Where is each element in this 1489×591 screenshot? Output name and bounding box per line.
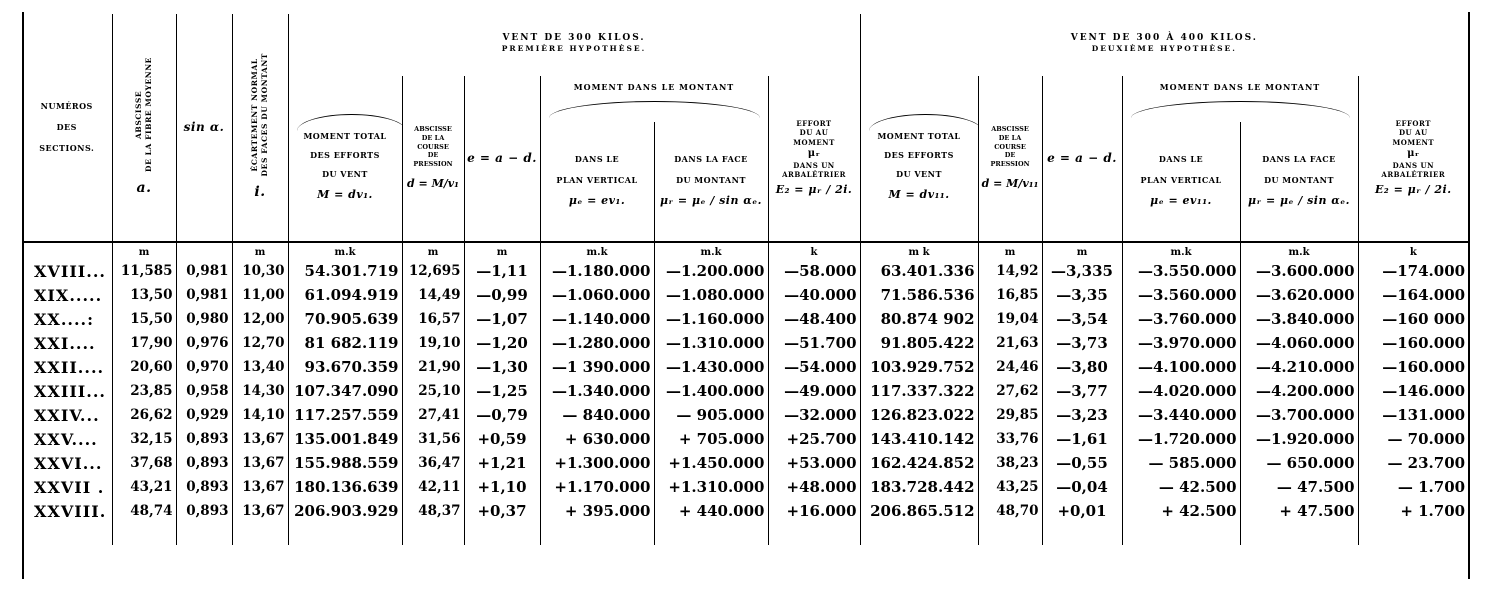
table-row [22, 451, 1468, 475]
value-cell: 71.586.536 [860, 283, 978, 307]
value-cell: +48.000 [768, 475, 860, 499]
value-cell: 162.424.852 [860, 451, 978, 475]
value-cell: 37,68 [112, 451, 176, 475]
col-header-moment-montant-1: MOMENT DANS LE MONTANT [540, 76, 768, 122]
group-header-second-hypothesis: VENT DE 300 À 400 KILOS. DEUXIÈME HYPOTHÈSE. [860, 14, 1468, 76]
value-cell: —40.000 [768, 283, 860, 307]
value-cell: 0,958 [176, 379, 232, 403]
wind-moment-table [22, 14, 1468, 545]
value-cell: —1,07 [464, 307, 540, 331]
value-cell: —131.000 [1358, 403, 1468, 427]
empty-cell [232, 523, 288, 545]
value-cell: — 70.000 [1358, 427, 1468, 451]
value-cell: 27,41 [402, 403, 464, 427]
value-cell: 12,70 [232, 331, 288, 355]
empty-cell [1042, 523, 1122, 545]
value-cell: 13,67 [232, 499, 288, 523]
table-row [22, 307, 1468, 331]
value-cell: +16.000 [768, 499, 860, 523]
value-cell: —1.200.000 [654, 259, 768, 283]
value-cell: 0,981 [176, 259, 232, 283]
value-cell: 54.301.719 [288, 259, 402, 283]
empty-cell [288, 523, 402, 545]
col-header-abscisse-course-1: ABSCISSE DE LA COURSE DE PRESSION d = M/v₁ [402, 76, 464, 242]
empty-cell [464, 523, 540, 545]
value-cell: 91.805.422 [860, 331, 978, 355]
value-cell: 20,60 [112, 355, 176, 379]
col-header-sin: sin α. [176, 14, 232, 242]
table-row [22, 379, 1468, 403]
value-cell: +1.450.000 [654, 451, 768, 475]
value-cell: 107.347.090 [288, 379, 402, 403]
value-cell: 23,85 [112, 379, 176, 403]
table-bottom-gap [22, 523, 1468, 545]
section-cell: XIX..... [34, 285, 103, 305]
value-cell: —146.000 [1358, 379, 1468, 403]
value-cell: —3.600.000 [1240, 259, 1358, 283]
value-cell: + 47.500 [1240, 499, 1358, 523]
empty-cell [1358, 523, 1468, 545]
value-cell: — 650.000 [1240, 451, 1358, 475]
value-cell: 21,63 [978, 331, 1042, 355]
value-cell: 27,62 [978, 379, 1042, 403]
value-cell: —160 000 [1358, 307, 1468, 331]
value-cell: +1,10 [464, 475, 540, 499]
section-cell: XX....: [34, 309, 95, 329]
section-cell: XXVII . [34, 477, 105, 497]
value-cell: 24,46 [978, 355, 1042, 379]
value-cell: 14,10 [232, 403, 288, 427]
section-cell: XXIV... [34, 405, 100, 425]
col-header-face-montant-1: DANS LA FACE DU MONTANT μᵣ = μₑ / sin αₑ. [654, 122, 768, 242]
section-cell: XXI.... [34, 333, 96, 353]
value-cell: 16,57 [402, 307, 464, 331]
value-cell: —1.340.000 [540, 379, 654, 403]
value-cell: 70.905.639 [288, 307, 402, 331]
value-cell: —1,30 [464, 355, 540, 379]
value-cell: 80.874 902 [860, 307, 978, 331]
value-cell: 13,67 [232, 475, 288, 499]
value-cell: —1.310.000 [654, 331, 768, 355]
empty-cell [1122, 523, 1240, 545]
value-cell: —54.000 [768, 355, 860, 379]
value-cell: 135.001.849 [288, 427, 402, 451]
value-cell: —160.000 [1358, 355, 1468, 379]
value-cell: —58.000 [768, 259, 860, 283]
table-row [22, 427, 1468, 451]
table-row [22, 259, 1468, 283]
value-cell: +0,59 [464, 427, 540, 451]
value-cell: —4.100.000 [1122, 355, 1240, 379]
table-row [22, 331, 1468, 355]
value-cell: —0,04 [1042, 475, 1122, 499]
value-cell: —49.000 [768, 379, 860, 403]
col-header-abscisse-fibre: ABSCISSE DE LA FIBRE MOYENNE a. [112, 14, 176, 242]
col-header-e-2: e = a − d. [1042, 76, 1122, 242]
col-header-plan-vertical-1: DANS LE PLAN VERTICAL μₑ = ev₁. [540, 122, 654, 242]
value-cell: 0,981 [176, 283, 232, 307]
value-cell: —160.000 [1358, 331, 1468, 355]
value-cell: —51.700 [768, 331, 860, 355]
value-cell: —0,99 [464, 283, 540, 307]
empty-cell [402, 523, 464, 545]
value-cell: — 23.700 [1358, 451, 1468, 475]
value-cell: —4.210.000 [1240, 355, 1358, 379]
section-cell: XVIII... [34, 261, 106, 281]
value-cell: —1.140.000 [540, 307, 654, 331]
empty-cell [1240, 523, 1358, 545]
unit-cell: k [1358, 242, 1468, 259]
col-header-ecartement: ÉCARTEMENT NORMAL DES FACES DU MONTANT i. [232, 14, 288, 242]
empty-cell [176, 523, 232, 545]
value-cell: —4.060.000 [1240, 331, 1358, 355]
unit-cell [176, 242, 232, 259]
value-cell: —1.430.000 [654, 355, 768, 379]
value-cell: 0,893 [176, 427, 232, 451]
value-cell: 48,37 [402, 499, 464, 523]
unit-cell [22, 242, 112, 259]
value-cell: —3.550.000 [1122, 259, 1240, 283]
table-row [22, 499, 1468, 523]
value-cell: —1.160.000 [654, 307, 768, 331]
value-cell: +1.170.000 [540, 475, 654, 499]
value-cell: 15,50 [112, 307, 176, 331]
value-cell: 33,76 [978, 427, 1042, 451]
value-cell: —164.000 [1358, 283, 1468, 307]
section-cell: XXIII... [34, 381, 106, 401]
unit-cell: m.k [1240, 242, 1358, 259]
unit-cell: m.k [654, 242, 768, 259]
section-cell: XXII.... [34, 357, 105, 377]
value-cell: 0,893 [176, 499, 232, 523]
value-cell: —1 390.000 [540, 355, 654, 379]
value-cell: —1,20 [464, 331, 540, 355]
value-cell: 14,49 [402, 283, 464, 307]
value-cell: 16,85 [978, 283, 1042, 307]
empty-cell [22, 523, 112, 545]
value-cell: + 705.000 [654, 427, 768, 451]
value-cell: — 47.500 [1240, 475, 1358, 499]
value-cell: —48.400 [768, 307, 860, 331]
value-cell: —3,73 [1042, 331, 1122, 355]
value-cell: 12,695 [402, 259, 464, 283]
value-cell: 0,893 [176, 475, 232, 499]
value-cell: 32,15 [112, 427, 176, 451]
value-cell: 42,11 [402, 475, 464, 499]
value-cell: —3,23 [1042, 403, 1122, 427]
value-cell: 14,92 [978, 259, 1042, 283]
unit-cell: m.k [1122, 242, 1240, 259]
empty-cell [860, 523, 978, 545]
value-cell: —0,79 [464, 403, 540, 427]
value-cell: 43,21 [112, 475, 176, 499]
value-cell: + 395.000 [540, 499, 654, 523]
col-header-e-1: e = a − d. [464, 76, 540, 242]
value-cell: —1,25 [464, 379, 540, 403]
value-cell: —1.920.000 [1240, 427, 1358, 451]
value-cell: 0,970 [176, 355, 232, 379]
value-cell: +25.700 [768, 427, 860, 451]
value-cell: 26,62 [112, 403, 176, 427]
value-cell: +0,01 [1042, 499, 1122, 523]
value-cell: —3,80 [1042, 355, 1122, 379]
value-cell: 93.670.359 [288, 355, 402, 379]
value-cell: 61.094.919 [288, 283, 402, 307]
unit-cell: m [402, 242, 464, 259]
col-header-numeros: NUMÉROS DES SECTIONS. [22, 14, 112, 242]
value-cell: 36,47 [402, 451, 464, 475]
col-header-effort-2: EFFORT DU AU MOMENT μᵣ DANS UN ARBALÉTRIER E₂ = μᵣ / 2i. [1358, 76, 1468, 242]
units-row [22, 242, 1468, 259]
empty-cell [540, 523, 654, 545]
value-cell: —3,335 [1042, 259, 1122, 283]
value-cell: 103.929.752 [860, 355, 978, 379]
value-cell: 19,04 [978, 307, 1042, 331]
table-row [22, 283, 1468, 307]
value-cell: —174.000 [1358, 259, 1468, 283]
unit-cell: m [464, 242, 540, 259]
unit-cell: m [1042, 242, 1122, 259]
value-cell: 0,980 [176, 307, 232, 331]
value-cell: —32.000 [768, 403, 860, 427]
value-cell: 81 682.119 [288, 331, 402, 355]
value-cell: —1.060.000 [540, 283, 654, 307]
value-cell: —1.280.000 [540, 331, 654, 355]
col-header-moment-total-2: MOMENT TOTAL DES EFFORTS DU VENT M = dv₁₁. [860, 76, 978, 242]
section-cell: XXVIII. [34, 501, 107, 521]
value-cell: — 585.000 [1122, 451, 1240, 475]
unit-cell: m [232, 242, 288, 259]
value-cell: + 1.700 [1358, 499, 1468, 523]
value-cell: — 1.700 [1358, 475, 1468, 499]
value-cell: 48,74 [112, 499, 176, 523]
value-cell: —4.020.000 [1122, 379, 1240, 403]
value-cell: 21,90 [402, 355, 464, 379]
value-cell: 13,50 [112, 283, 176, 307]
empty-cell [112, 523, 176, 545]
unit-cell: k [768, 242, 860, 259]
value-cell: +53.000 [768, 451, 860, 475]
value-cell: 14,30 [232, 379, 288, 403]
unit-cell: m [112, 242, 176, 259]
value-cell: 183.728.442 [860, 475, 978, 499]
value-cell: + 630.000 [540, 427, 654, 451]
value-cell: — 905.000 [654, 403, 768, 427]
value-cell: 13,67 [232, 451, 288, 475]
value-cell: —1.180.000 [540, 259, 654, 283]
value-cell: 29,85 [978, 403, 1042, 427]
table-row [22, 475, 1468, 499]
value-cell: 0,929 [176, 403, 232, 427]
empty-cell [768, 523, 860, 545]
value-cell: —3.620.000 [1240, 283, 1358, 307]
value-cell: —3,35 [1042, 283, 1122, 307]
value-cell: 117.337.322 [860, 379, 978, 403]
table-body [22, 242, 1468, 545]
value-cell: 11,00 [232, 283, 288, 307]
value-cell: 48,70 [978, 499, 1042, 523]
unit-cell: m.k [540, 242, 654, 259]
value-cell: 43,25 [978, 475, 1042, 499]
value-cell: 180.136.639 [288, 475, 402, 499]
unit-cell: m k [860, 242, 978, 259]
value-cell: —1,11 [464, 259, 540, 283]
value-cell: 126.823.022 [860, 403, 978, 427]
value-cell: —1.720.000 [1122, 427, 1240, 451]
value-cell: —0,55 [1042, 451, 1122, 475]
table-row [22, 403, 1468, 427]
value-cell: 0,893 [176, 451, 232, 475]
empty-cell [654, 523, 768, 545]
value-cell: 0,976 [176, 331, 232, 355]
value-cell: —3.840.000 [1240, 307, 1358, 331]
value-cell: —4.200.000 [1240, 379, 1358, 403]
empty-cell [978, 523, 1042, 545]
value-cell: 31,56 [402, 427, 464, 451]
value-cell: 155.988.559 [288, 451, 402, 475]
value-cell: —1.080.000 [654, 283, 768, 307]
value-cell: —3,54 [1042, 307, 1122, 331]
value-cell: 143.410.142 [860, 427, 978, 451]
unit-cell: m.k [288, 242, 402, 259]
value-cell: —3,77 [1042, 379, 1122, 403]
value-cell: 17,90 [112, 331, 176, 355]
section-cell: XXVI... [34, 453, 103, 473]
col-header-abscisse-course-2: ABSCISSE DE LA COURSE DE PRESSION d = M/v₁₁ [978, 76, 1042, 242]
value-cell: —3.700.000 [1240, 403, 1358, 427]
value-cell: 10,30 [232, 259, 288, 283]
value-cell: +1,21 [464, 451, 540, 475]
value-cell: 11,585 [112, 259, 176, 283]
value-cell: + 42.500 [1122, 499, 1240, 523]
col-header-effort-1: EFFORT DU AU MOMENT μᵣ DANS UN ARBALÉTRIER E₂ = μᵣ / 2i. [768, 76, 860, 242]
value-cell: 206.865.512 [860, 499, 978, 523]
section-cell: XXV.... [34, 429, 98, 449]
col-header-moment-total-1: MOMENT TOTAL DES EFFORTS DU VENT M = dv₁. [288, 76, 402, 242]
value-cell: —3.560.000 [1122, 283, 1240, 307]
value-cell: — 42.500 [1122, 475, 1240, 499]
value-cell: —1.400.000 [654, 379, 768, 403]
value-cell: +0,37 [464, 499, 540, 523]
value-cell: 38,23 [978, 451, 1042, 475]
value-cell: —3.760.000 [1122, 307, 1240, 331]
value-cell: —1,61 [1042, 427, 1122, 451]
value-cell: —3.440.000 [1122, 403, 1240, 427]
value-cell: — 840.000 [540, 403, 654, 427]
value-cell: 12,00 [232, 307, 288, 331]
value-cell: 63.401.336 [860, 259, 978, 283]
group-header-first-hypothesis: VENT DE 300 KILOS. PREMIÈRE HYPOTHÈSE. [288, 14, 860, 76]
value-cell: +1.310.000 [654, 475, 768, 499]
value-cell: 117.257.559 [288, 403, 402, 427]
value-cell: + 440.000 [654, 499, 768, 523]
value-cell: 206.903.929 [288, 499, 402, 523]
table-row [22, 355, 1468, 379]
value-cell: 13,67 [232, 427, 288, 451]
col-header-plan-vertical-2: DANS LE PLAN VERTICAL μₑ = ev₁₁. [1122, 122, 1240, 242]
unit-cell: m [978, 242, 1042, 259]
value-cell: 25,10 [402, 379, 464, 403]
value-cell: 13,40 [232, 355, 288, 379]
col-header-moment-montant-2: MOMENT DANS LE MONTANT [1122, 76, 1358, 122]
value-cell: 19,10 [402, 331, 464, 355]
col-header-face-montant-2: DANS LA FACE DU MONTANT μᵣ = μₑ / sin αₑ. [1240, 122, 1358, 242]
value-cell: —3.970.000 [1122, 331, 1240, 355]
value-cell: +1.300.000 [540, 451, 654, 475]
